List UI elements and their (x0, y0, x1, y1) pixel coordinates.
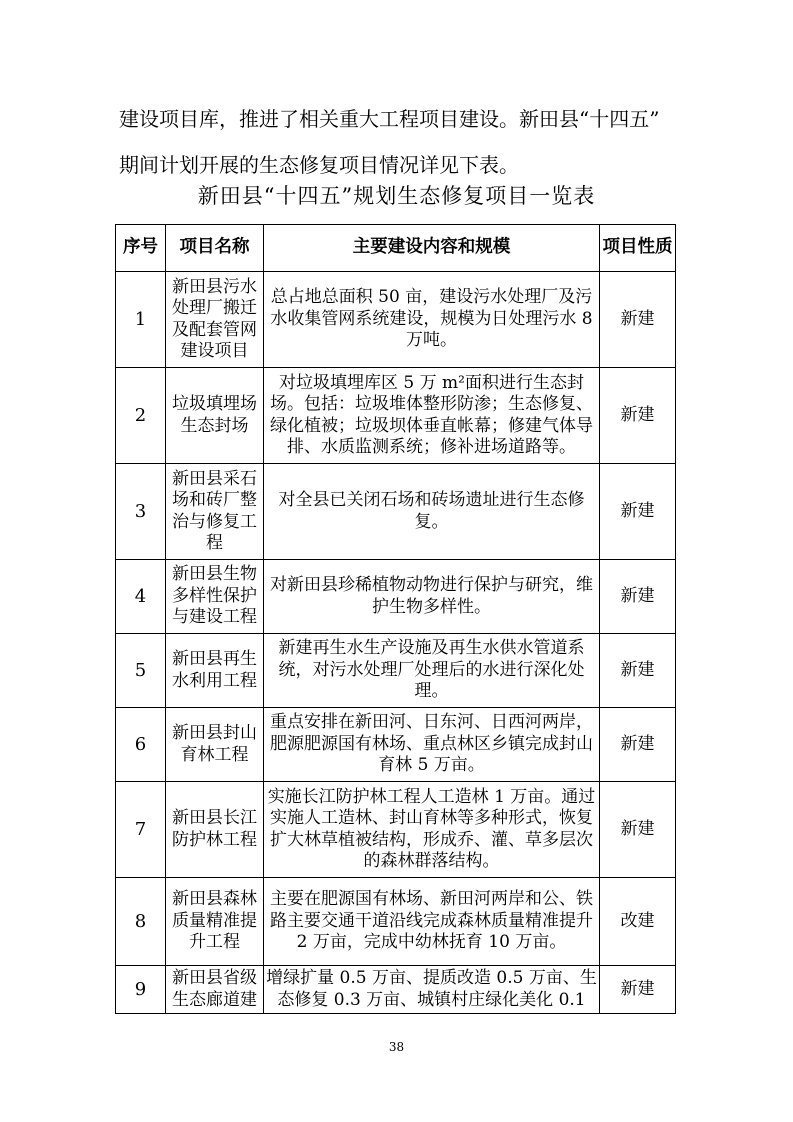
table-row (116, 634, 676, 708)
table-title: 新田县“十四五”规划生态修复项目一览表 (197, 184, 596, 208)
row-content: 新建再生水生产设施及再生水供水管道系统，对污水处理厂处理后的水进行深化处理。 (264, 634, 600, 708)
table-row (116, 464, 676, 560)
page-number: 38 (388, 1040, 405, 1054)
table-row (116, 272, 676, 368)
row-no: 4 (116, 560, 166, 634)
header-no: 序号 (116, 225, 166, 272)
table-row (116, 878, 676, 966)
intro-line-2: 期间计划开展的生态修复项目情况详见下表。 (119, 153, 519, 177)
row-no: 3 (116, 464, 166, 560)
row-no: 2 (116, 368, 166, 464)
row-content: 增绿扩量 0.5 万亩、提质改造 0.5 万亩、生态修复 0.3 万亩、城镇村庄绿化美化 0.1 (264, 966, 600, 1014)
row-name: 新田县省级生态廊道建 (166, 966, 264, 1014)
row-no: 5 (116, 634, 166, 708)
row-type: 新建 (600, 464, 676, 560)
row-no: 8 (116, 878, 166, 966)
table-row (116, 368, 676, 464)
row-content: 总占地总面积 50 亩，建设污水处理厂及污水收集管网系统建设，规模为日处理污水 8 万吨。 (264, 272, 600, 368)
table-row (116, 560, 676, 634)
row-type: 新建 (600, 634, 676, 708)
row-type: 新建 (600, 272, 676, 368)
row-name: 新田县生物多样性保护与建设工程 (166, 560, 264, 634)
row-name: 新田县森林质量精准提升工程 (166, 878, 264, 966)
row-content: 对新田县珍稀植物动物进行保护与研究，维护生物多样性。 (264, 560, 600, 634)
row-name: 新田县采石场和砖厂整治与修复工程 (166, 464, 264, 560)
project-table (115, 224, 676, 1014)
table-header-row (116, 225, 676, 272)
header-content: 主要建设内容和规模 (264, 225, 600, 272)
row-content: 主要在肥源国有林场、新田河两岸和公、铁路主要交通干道沿线完成森林质量精准提升 2 万亩，完成中幼林抚育 10 万亩。 (264, 878, 600, 966)
row-content: 重点安排在新田河、日东河、日西河两岸，肥源肥源国有林场、重点林区乡镇完成封山育林 5 万亩。 (264, 708, 600, 782)
table-row (116, 966, 676, 1014)
row-no: 6 (116, 708, 166, 782)
table-row (116, 782, 676, 878)
intro-paragraph (119, 96, 679, 188)
row-name: 新田县长江防护林工程 (166, 782, 264, 878)
header-name: 项目名称 (166, 225, 264, 272)
row-type: 新建 (600, 560, 676, 634)
row-content: 对全县已关闭石场和砖场遗址进行生态修复。 (264, 464, 600, 560)
table-row (116, 708, 676, 782)
intro-line-1: 建设项目库，推进了相关重大工程项目建设。新田县“十四五” (119, 107, 660, 131)
header-type: 项目性质 (600, 225, 676, 272)
row-name: 垃圾填埋场生态封场 (166, 368, 264, 464)
row-name: 新田县封山育林工程 (166, 708, 264, 782)
row-content: 实施长江防护林工程人工造林 1 万亩。通过实施人工造林、封山育林等多种形式，恢复扩大林草植被结构，形成乔、灌、草多层次的森林群落结构。 (264, 782, 600, 878)
row-content: 对垃圾填埋库区 5 万 m²面积进行生态封场。包括：垃圾堆体整形防渗；生态修复、绿化植被；垃圾坝体垂直帐幕；修建气体导排、水质监测系统；修补进场道路等。 (264, 368, 600, 464)
row-name: 新田县污水处理厂搬迁及配套管网建设项目 (166, 272, 264, 368)
row-type: 新建 (600, 708, 676, 782)
row-no: 9 (116, 966, 166, 1014)
row-type: 改建 (600, 878, 676, 966)
row-name: 新田县再生水利用工程 (166, 634, 264, 708)
row-type: 新建 (600, 782, 676, 878)
row-no: 1 (116, 272, 166, 368)
row-no: 7 (116, 782, 166, 878)
row-type: 新建 (600, 368, 676, 464)
row-type: 新建 (600, 966, 676, 1014)
